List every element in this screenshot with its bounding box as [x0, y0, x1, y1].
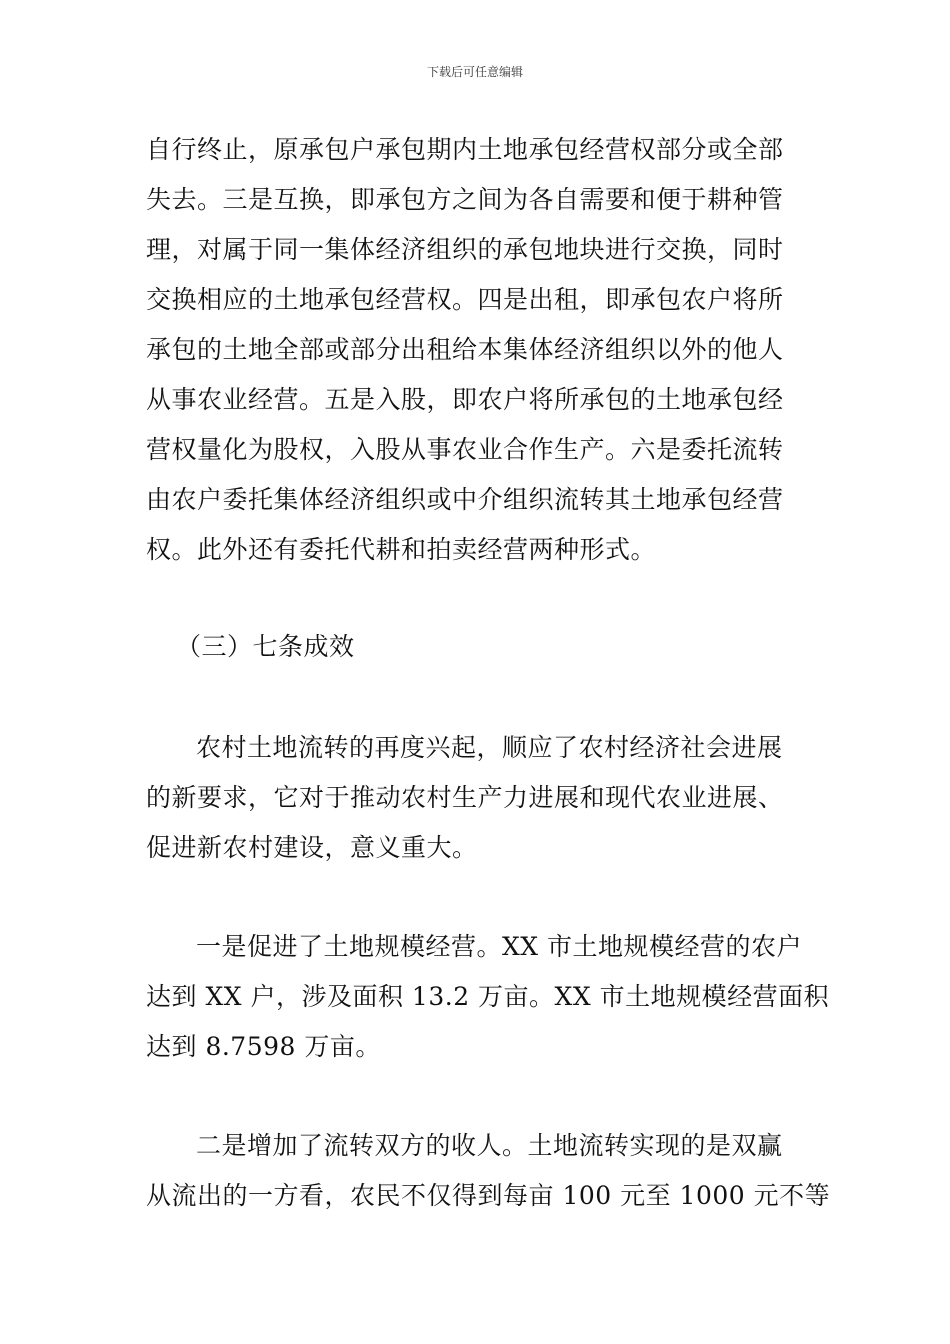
- page-header: 下载后可任意编辑: [426, 65, 523, 79]
- body-line: 从流出的一方看，农民不仅得到每亩 100 元至 1000 元不等: [146, 1181, 831, 1210]
- body-line: 达到 8.7598 万亩。: [146, 1032, 381, 1061]
- body-line: 从事农业经营。五是入股，即农户将所承包的土地承包经: [146, 385, 784, 414]
- body-line: 由农户委托集体经济组织或中介组织流转其土地承包经营: [146, 485, 784, 514]
- body-line: 一是促进了土地规模经营。XX 市土地规模经营的农户: [196, 932, 803, 961]
- body-line: 自行终止，原承包户承包期内土地承包经营权部分或全部: [146, 135, 784, 164]
- section-heading: （三）七条成效: [176, 632, 355, 661]
- body-line: 二是增加了流转双方的收人。土地流转实现的是双赢: [196, 1131, 783, 1160]
- body-line: 权。此外还有委托代耕和拍卖经营两种形式。: [146, 535, 657, 564]
- body-line: 交换相应的土地承包经营权。四是出租，即承包农户将所: [146, 285, 784, 314]
- body-line: 承包的土地全部或部分出租给本集体经济组织以外的他人: [146, 335, 784, 364]
- body-line: 失去。三是互换，即承包方之间为各自需要和便于耕种管: [146, 185, 784, 214]
- body-line: 的新要求，它对于推动农村生产力进展和现代农业进展、: [146, 783, 784, 812]
- body-line: 达到 XX 户，涉及面积 13.2 万亩。XX 市土地规模经营面积: [146, 982, 830, 1011]
- body-line: 理，对属于同一集体经济组织的承包地块进行交换，同时: [146, 235, 784, 264]
- body-line: 营权量化为股权，入股从事农业合作生产。六是委托流转: [146, 435, 784, 464]
- body-line: 农村土地流转的再度兴起，顺应了农村经济社会进展: [196, 733, 783, 762]
- body-line: 促进新农村建设，意义重大。: [146, 833, 478, 862]
